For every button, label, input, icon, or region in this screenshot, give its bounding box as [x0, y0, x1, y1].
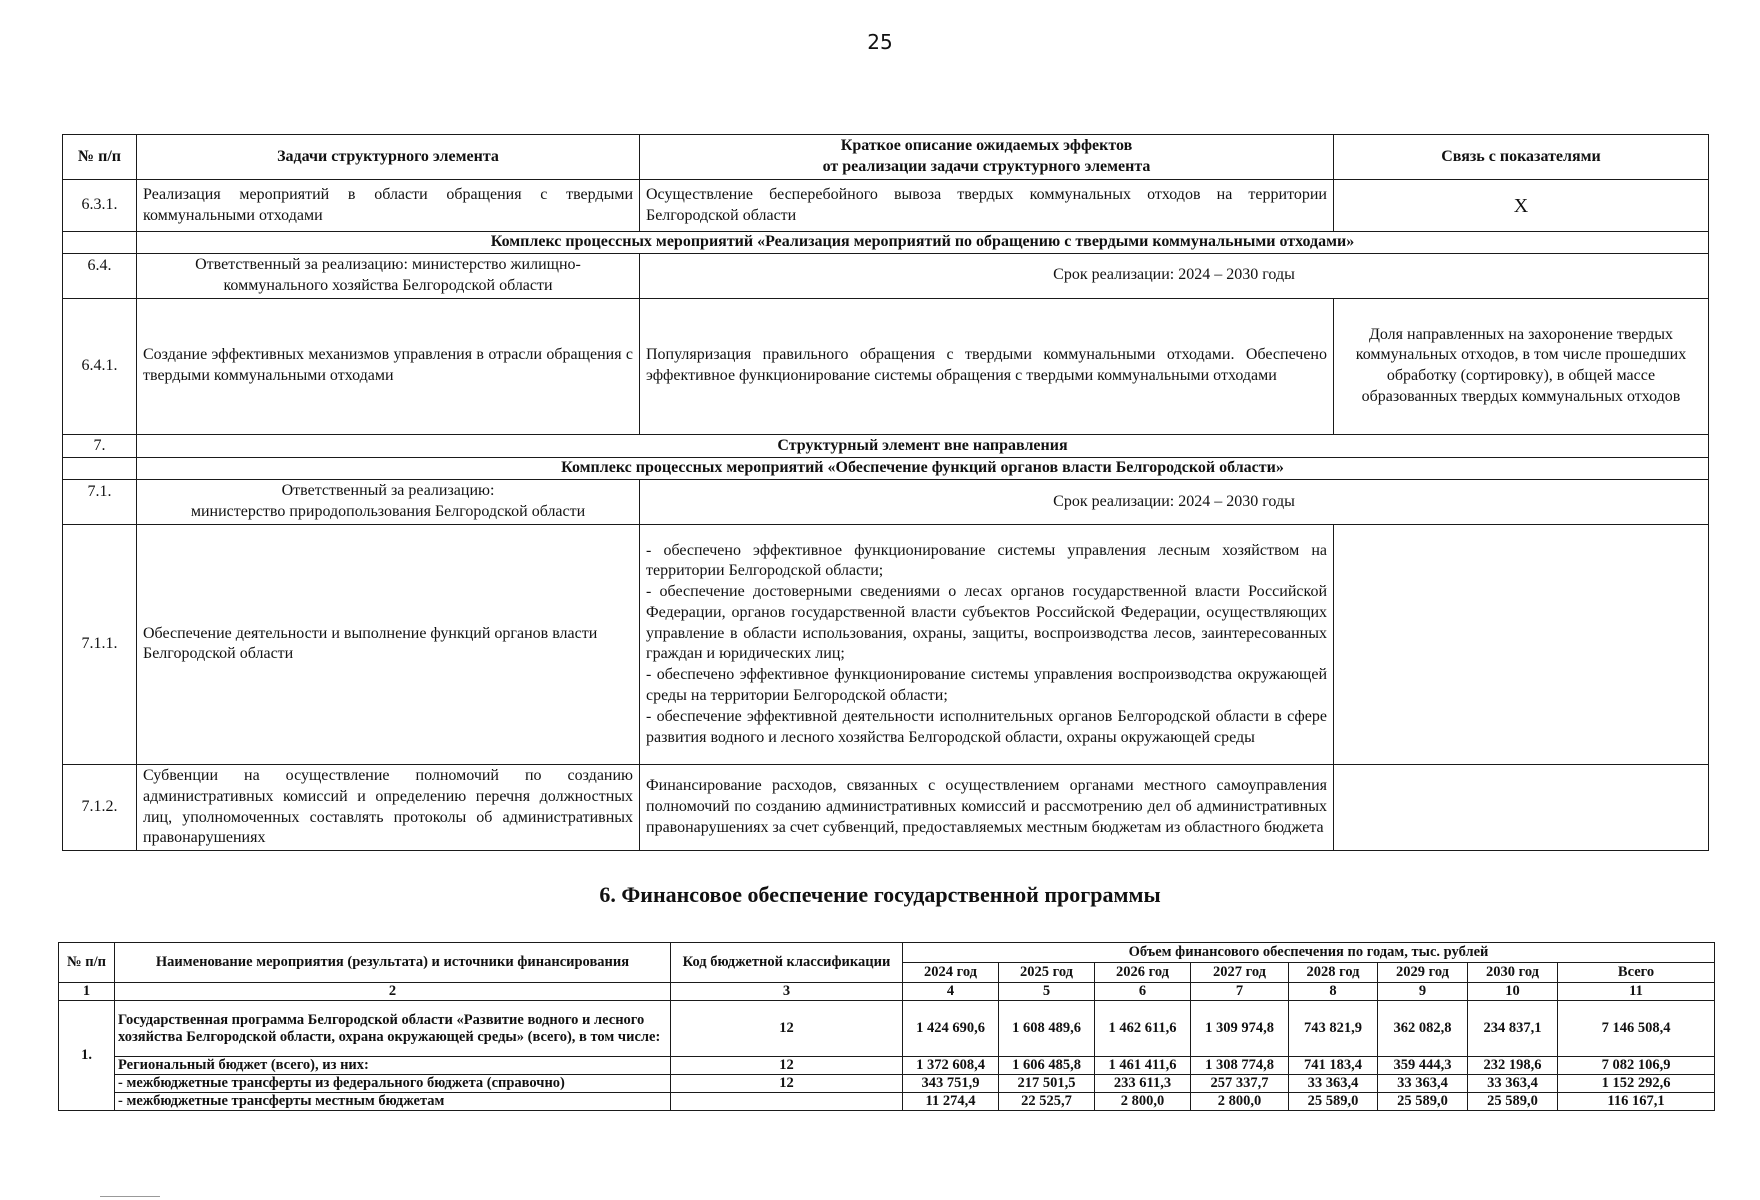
row-name: Государственная программа Белгородской области «Развитие водного и лесного хозяйства Белгородской области, охрана окружающей среды» (всего), в том числе:: [115, 1001, 671, 1057]
row-number: 6.4.1.: [63, 298, 137, 434]
row-effect: Финансирование расходов, связанных с осуществлением органами местного самоуправления полномочий по созданию административных комиссий и рассмотрению дел об административных правонарушениях за счет субвенций, предоставляемых местным бюджетам из областного бюджета: [640, 764, 1334, 850]
row-value: 362 082,8: [1378, 1001, 1468, 1057]
table-row: [63, 180, 1709, 232]
table-row: [63, 480, 1709, 525]
table-row: [59, 1093, 1715, 1111]
row-number: 7.1.2.: [63, 764, 137, 850]
header-link: Связь с показателями: [1334, 135, 1709, 180]
row-total: 1 152 292,6: [1558, 1075, 1715, 1093]
section-row: [63, 434, 1709, 458]
row-value: 25 589,0: [1468, 1093, 1558, 1111]
table-row: [63, 298, 1709, 434]
column-number: 2: [115, 983, 671, 1001]
row-effect: Популяризация правильного обращения с твердыми коммунальными отходами. Обеспечено эффективное функционирование системы обращения с твердыми коммунальными отходами: [640, 298, 1334, 434]
column-number: 1: [59, 983, 115, 1001]
row-value: 33 363,4: [1378, 1075, 1468, 1093]
structural-elements-table: [62, 134, 1709, 851]
row-number: 6.4.: [63, 254, 137, 299]
row-number: 7.1.: [63, 480, 137, 525]
row-value: 33 363,4: [1289, 1075, 1378, 1093]
row-value: 257 337,7: [1191, 1075, 1289, 1093]
header-name: Наименование мероприятия (результата) и источники финансирования: [115, 943, 671, 983]
row-name: Региональный бюджет (всего), из них:: [115, 1057, 671, 1075]
row-effect: - обеспечено эффективное функционирование системы управления лесным хозяйством на территории Белгородской области; - обеспечение достоверными сведениями о лесах органов государственной власти Российской Федерации, органов государственной власти субъектов Российской Федерации, осуществляющих управление в области использования, охраны, защиты, воспроизводства лесов, заинтересованных граждан и юридических лиц; - обеспечено эффективное функционирование системы управления воспроизводства окружающей среды на территории Белгородской области; - обеспечение эффективной деятельности исполнительных органов Белгородской области в сфере развития водного и лесного хозяйства Белгородской области, охраны окружающей среды: [640, 524, 1334, 764]
row-task: Обеспечение деятельности и выполнение функций органов власти Белгородской области: [137, 524, 640, 764]
row-number: 7.: [63, 434, 137, 458]
row-value: 11 274,4: [903, 1093, 999, 1111]
row-effect: Осуществление бесперебойного вывоза твердых коммунальных отходов на территории Белгородской области: [640, 180, 1334, 232]
row-value: 217 501,5: [999, 1075, 1095, 1093]
row-value: 232 198,6: [1468, 1057, 1558, 1075]
header-effects-line1: Краткое описание ожидаемых эффектов: [840, 137, 1133, 155]
row-period: Срок реализации: 2024 – 2030 годы: [640, 254, 1709, 299]
section-title: Комплекс процессных мероприятий «Реализация мероприятий по обращению с твердыми коммунальными отходами»: [137, 232, 1709, 254]
row-link: Доля направленных на захоронение твердых коммунальных отходов, в том числе прошедших обработку (сортировку), в общей массе образованных твердых коммунальных отходов: [1334, 298, 1709, 434]
row-value: 1 372 608,4: [903, 1057, 999, 1075]
header-year: 2028 год: [1289, 963, 1378, 983]
column-number: 4: [903, 983, 999, 1001]
row-number: 6.3.1.: [63, 180, 137, 232]
table-row: [59, 1075, 1715, 1093]
column-number: 10: [1468, 983, 1558, 1001]
row-responsible: [137, 480, 640, 525]
column-number: 8: [1289, 983, 1378, 1001]
table-header-row: [59, 943, 1715, 963]
row-value: 233 611,3: [1095, 1075, 1191, 1093]
row-value: 234 837,1: [1468, 1001, 1558, 1057]
header-volume: Объем финансового обеспечения по годам, тыс. рублей: [903, 943, 1715, 963]
header-year: 2030 год: [1468, 963, 1558, 983]
row-value: 741 183,4: [1289, 1057, 1378, 1075]
table-row: [59, 1001, 1715, 1057]
row-link: [1334, 524, 1709, 764]
header-code: Код бюджетной классификации: [671, 943, 903, 983]
row-value: 359 444,3: [1378, 1057, 1468, 1075]
responsible-line1: Ответственный за реализацию:: [281, 482, 495, 500]
row-link: X: [1334, 180, 1709, 232]
row-total: 7 146 508,4: [1558, 1001, 1715, 1057]
row-code: 12: [671, 1001, 903, 1057]
header-total: Всего: [1558, 963, 1715, 983]
row-code: [671, 1093, 903, 1111]
column-number: 3: [671, 983, 903, 1001]
header-year: 2026 год: [1095, 963, 1191, 983]
row-code: 12: [671, 1075, 903, 1093]
row-value: 25 589,0: [1378, 1093, 1468, 1111]
column-number: 11: [1558, 983, 1715, 1001]
row-name: - межбюджетные трансферты из федерального бюджета (справочно): [115, 1075, 671, 1093]
section-row: [63, 458, 1709, 480]
column-number: 6: [1095, 983, 1191, 1001]
row-value: 1 606 485,8: [999, 1057, 1095, 1075]
column-number: 9: [1378, 983, 1468, 1001]
column-number: 5: [999, 983, 1095, 1001]
section-title: Структурный элемент вне направления: [137, 434, 1709, 458]
row-value: 1 608 489,6: [999, 1001, 1095, 1057]
header-num: № п/п: [59, 943, 115, 983]
financing-table: [58, 942, 1715, 1111]
column-number-row: [59, 983, 1715, 1001]
row-total: 7 082 106,9: [1558, 1057, 1715, 1075]
column-number: 7: [1191, 983, 1289, 1001]
row-code: 12: [671, 1057, 903, 1075]
section-title: Комплекс процессных мероприятий «Обеспечение функций органов власти Белгородской области»: [137, 458, 1709, 480]
header-num: № п/п: [63, 135, 137, 180]
row-task: Субвенции на осуществление полномочий по созданию административных комиссий и определению перечня должностных лиц, уполномоченных составлять протоколы об административных правонарушениях: [137, 764, 640, 850]
table-row: [63, 764, 1709, 850]
row-value: 743 821,9: [1289, 1001, 1378, 1057]
row-value: 1 462 611,6: [1095, 1001, 1191, 1057]
section-heading: 6. Финансовое обеспечение государственной программы: [599, 882, 1161, 907]
header-year: 2025 год: [999, 963, 1095, 983]
row-value: 1 461 411,6: [1095, 1057, 1191, 1075]
header-year: 2024 год: [903, 963, 999, 983]
scan-mark-divider: [100, 1196, 160, 1197]
section-row: [63, 232, 1709, 254]
header-effects: [640, 135, 1334, 180]
header-effects-line2: от реализации задачи структурного элемента: [822, 158, 1151, 175]
page-number: 25: [867, 30, 893, 54]
row-value: 25 589,0: [1289, 1093, 1378, 1111]
row-value: 1 308 774,8: [1191, 1057, 1289, 1075]
header-tasks: Задачи структурного элемента: [137, 135, 640, 180]
table-row: [59, 1057, 1715, 1075]
row-value: 22 525,7: [999, 1093, 1095, 1111]
row-value: 33 363,4: [1468, 1075, 1558, 1093]
responsible-line2: министерство природопользования Белгородской области: [190, 503, 586, 521]
row-task: Реализация мероприятий в области обращения с твердыми коммунальными отходами: [137, 180, 640, 232]
header-year: 2029 год: [1378, 963, 1468, 983]
row-period: Срок реализации: 2024 – 2030 годы: [640, 480, 1709, 525]
row-value: 1 424 690,6: [903, 1001, 999, 1057]
table-row: [63, 524, 1709, 764]
row-total: 116 167,1: [1558, 1093, 1715, 1111]
header-year: 2027 год: [1191, 963, 1289, 983]
row-number: 1.: [59, 1001, 115, 1111]
row-task: Создание эффективных механизмов управления в отрасли обращения с твердыми коммунальными отходами: [137, 298, 640, 434]
table-row: [63, 254, 1709, 299]
row-responsible: Ответственный за реализацию: министерство жилищно-коммунального хозяйства Белгородской области: [137, 254, 640, 299]
row-link: [1334, 764, 1709, 850]
table-header-row: [63, 135, 1709, 180]
row-value: 2 800,0: [1095, 1093, 1191, 1111]
row-value: 1 309 974,8: [1191, 1001, 1289, 1057]
row-name: - межбюджетные трансферты местным бюджетам: [115, 1093, 671, 1111]
row-value: 343 751,9: [903, 1075, 999, 1093]
row-value: 2 800,0: [1191, 1093, 1289, 1111]
row-number: 7.1.1.: [63, 524, 137, 764]
